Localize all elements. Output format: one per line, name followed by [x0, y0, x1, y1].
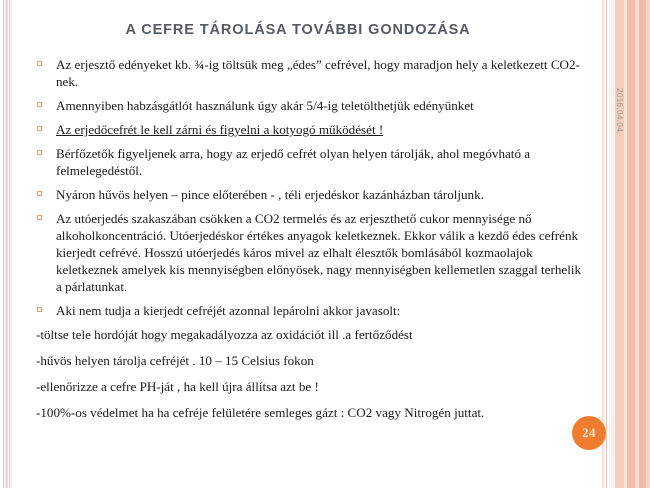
subline-item: -hűvös helyen tárolja cefréjét . 10 – 15 Celsius fokon: [36, 353, 314, 369]
bullet-text: Bérfőzetők figyeljenek arra, hogy az erjedő cefrét olyan helyen tárolják, ahol megóvható a felmelegedéstől.: [56, 146, 531, 179]
bullet-text: Nyáron hűvös helyen – pince előterében - , téli erjedéskor kazánházban tároljunk.: [56, 187, 484, 203]
square-bullet-icon: [37, 150, 42, 155]
square-bullet-icon: [37, 61, 42, 66]
bullet-text: Amennyiben habzásgátlót használunk úgy akár 5/4-ig teletölthetjük edényünket: [56, 98, 474, 114]
subline-list: [34, 326, 584, 421]
square-bullet-icon: [37, 215, 42, 220]
bullet-item: [34, 145, 584, 179]
square-bullet-icon: [37, 102, 42, 107]
right-border-decoration: [596, 0, 650, 488]
right-stripe-8: [639, 0, 646, 488]
left-border-decoration: [0, 0, 16, 488]
subline-item: -töltse tele hordóját hogy megakadályozza az oxidációt ill .a fertőződést: [36, 327, 413, 343]
right-stripe-6: [627, 0, 635, 488]
subline-item: -ellenőrizze a cefre PH-ját , ha kell újra állítsa azt be !: [36, 379, 319, 395]
right-stripe-3: [609, 0, 614, 488]
page-number-badge: 24: [572, 416, 606, 450]
right-stripe-2: [606, 0, 607, 488]
subline-item: -100%-os védelmet ha ha cefréje felületére semleges gázt : CO2 vagy Nitrogén juttat.: [36, 405, 485, 421]
slide-body: [34, 56, 584, 430]
left-stripe-2: [5, 0, 8, 488]
bullet-text: Az utóerjedés szakaszában csökken a CO2 termelés és az erjeszthető cukor mennyisége nő alkoholkoncentráció. Utóerjedéskor értékes anyagok keletkeznek. Ekkor válik a kezdő édes cefrénk kierjedt cefrévé. Hosszú utóerjedés káros mivel az elhalt élesztők bomlásából kozmaolajok keletkeznek amelyek kis mennyiségben előnyösek, nagy mennyiségben kellemetlen szaggal terhelik a párlatunkat.: [56, 211, 582, 295]
bullet-item: [34, 210, 584, 295]
bullet-item: [34, 121, 584, 138]
slide-date-stamp: 2016.04.04.: [615, 88, 624, 135]
right-stripe-9: [646, 0, 650, 488]
bullet-item: [34, 186, 584, 203]
left-stripe-1: [3, 0, 4, 488]
bullet-list: [34, 56, 584, 319]
right-stripe-1: [602, 0, 604, 488]
bullet-text: Aki nem tudja a kierjedt cefréjét azonnal lepárolni akkor javasolt:: [56, 303, 401, 319]
square-bullet-icon: [37, 191, 42, 196]
bullet-text: Az erjesztő edényeket kb. ¾-ig töltsük meg „édes” cefrével, hogy maradjon hely a keletkezett CO2-nek.: [56, 57, 580, 90]
right-stripe-4: [615, 0, 624, 488]
square-bullet-icon: [37, 307, 42, 312]
square-bullet-icon: [37, 126, 42, 131]
left-stripe-4: [11, 0, 12, 488]
bullet-text: Az erjedőcefrét le kell zárni és figyelni a kotyogó működését !: [56, 122, 384, 138]
slide-title: A CEFRE TÁROLÁSA TOVÁBBI GONDOZÁSA: [125, 22, 471, 38]
bullet-item: [34, 302, 584, 319]
left-stripe-3: [9, 0, 10, 488]
bullet-item: [34, 97, 584, 114]
bullet-item: [34, 56, 584, 90]
